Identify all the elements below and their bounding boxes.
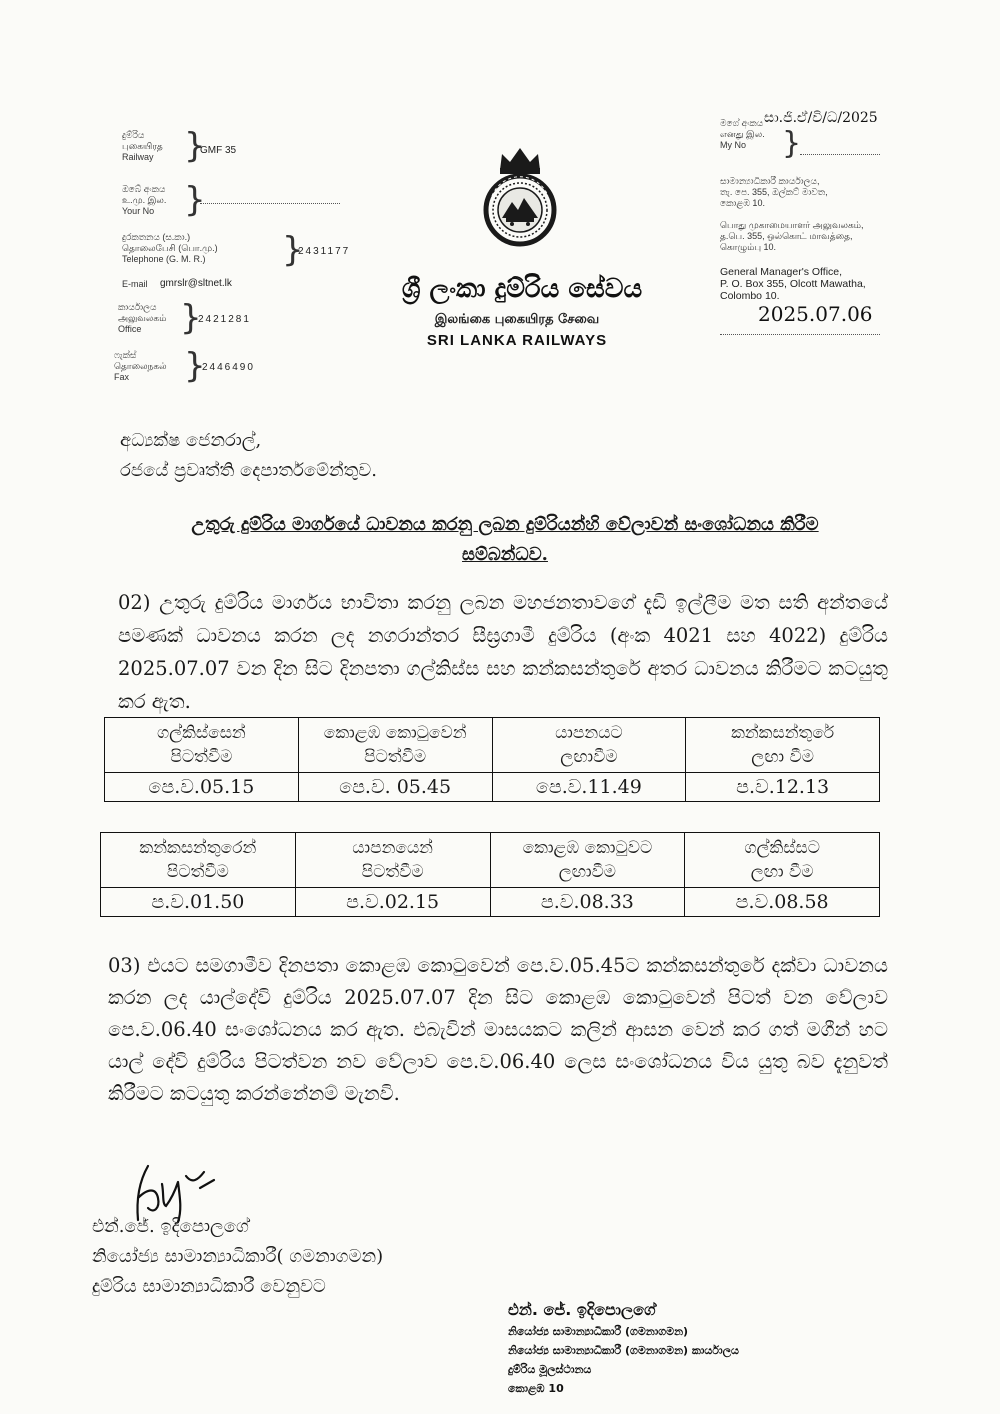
- table-cell: ප.ව.08.58: [685, 888, 880, 917]
- recipient-title: අධ්‍යක්ෂ ජෙනරාල්,: [120, 430, 262, 451]
- subject-heading: උතුරු දුම්රිය මාර්ගයේ ධාවනය කරනු ලබන දුම්රියන්හි වේලාවන් සංශෝධනය කිරීම සම්බන්ධව.: [191, 514, 819, 565]
- org-name-sinhala: ශ්‍රී ලංකා දුම්රිය සේවය: [401, 274, 643, 304]
- table-header-row: [101, 833, 880, 888]
- brace-icon: }: [180, 298, 202, 338]
- stamp-city: කොළඹ 10: [508, 1382, 564, 1395]
- field-office-value: 2421281: [198, 314, 251, 325]
- stamp-title: නියෝජ්‍ය සාමාන්‍යාධිකාරී (ගමනාගමන): [508, 1325, 689, 1338]
- table-cell: පෙ.ව.05.15: [105, 773, 299, 802]
- address-tamil: பொது முகாமையாளர் அலுவலகம், த.பெ. 355, ஒல்கொட் மாவத்தை, கொழும்பு 10.: [720, 220, 864, 252]
- schedule-table-northbound: [100, 832, 880, 917]
- table-header-cell: යාපනයට ලඟාවීම: [492, 718, 686, 773]
- table-cell: පෙ.ව.11.49: [492, 773, 686, 802]
- paragraph-02: 02) උතුරු දුම්රිය මාර්ගය භාවිතා කරනු ලබන මහජනතාවගේ දැඩි ඉල්ලීම මත සති අන්තයේ පමණක් ධාවනය කරන ලද නගරාන්තර සීඝ්‍රගාමී දුම්රිය (අංක 4021 සහ 4022) දුම්රිය 2025.07.07 වන දින සිට දිනපතා ගල්කිස්ස සහ කන්කසන්තුරේ අතර ධාවනය කිරීමට කටයුතු කර ඇත.: [118, 591, 888, 713]
- field-fax-value: 2446490: [202, 362, 255, 373]
- my-no-value: සා.ජි.ඒ/වි/ධ/2025: [764, 110, 878, 126]
- brace-icon: }: [184, 126, 206, 166]
- table-cell: ප.ව.08.33: [490, 888, 685, 917]
- field-telephone-value: 2431177: [298, 246, 351, 257]
- table-header-cell: යාපනයෙන් පිටත්වීම: [295, 833, 490, 888]
- stamp-office: නියෝජ්‍ය සාමාන්‍යාධිකාරී (ගමනාගමන) කාර්යාලය: [508, 1344, 739, 1357]
- brace-icon: }: [282, 230, 304, 270]
- field-yourno-labels: ඔබේ අංකය உ.மு. இல. Your No: [122, 184, 167, 216]
- field-email-value: gmrslr@sltnet.lk: [160, 278, 232, 289]
- dotted-line: [200, 203, 340, 204]
- field-email-label: E-mail: [122, 279, 148, 289]
- signatory-title: නියෝජ්‍ය සාමාන්‍යාධිකාරී( ගමනාගමන): [92, 1246, 384, 1267]
- table-cell: ප.ව.01.50: [101, 888, 296, 917]
- field-railway-labels: දුම්රිය புகையிரத Railway: [122, 130, 163, 162]
- org-name-tamil: இலங்கை புகையிரத சேவை: [434, 312, 600, 327]
- table-cell: ප.ව.02.15: [295, 888, 490, 917]
- table-cell: පෙ.ව. 05.45: [298, 773, 492, 802]
- brace-icon: }: [184, 180, 206, 220]
- field-office-labels: කාර්යාලය அலுவலகம் Office: [118, 302, 167, 334]
- table-header-cell: කොළඹ කොටුවට ලඟාවීම: [490, 833, 685, 888]
- table-cell: ප.ව.12.13: [686, 773, 880, 802]
- field-railway-value: GMF 35: [200, 145, 237, 156]
- field-telephone-labels: දුරකතනය (ස.කා.) தொலைபேசி (பொ.மு.) Telephone (G. M. R.): [122, 232, 218, 264]
- brace-icon: }: [782, 126, 802, 161]
- railway-emblem-logo: [472, 140, 568, 248]
- address-english: General Manager's Office, P. O. Box 355, Olcott Mawatha, Colombo 10.: [720, 266, 866, 302]
- official-stamp: [508, 1298, 739, 1398]
- table-header-cell: කන්කසන්තුරෙන් පිටත්වීම: [101, 833, 296, 888]
- recipient-department: රජයේ ප්‍රවෘත්ති දෙපාර්තමේන්තුව.: [120, 460, 377, 481]
- table-header-row: [105, 718, 880, 773]
- letter-date: 2025.07.06: [758, 302, 873, 326]
- table-header-cell: ගල්කිස්සෙන් පිටත්වීම: [105, 718, 299, 773]
- address-sinhala: සාමාන්‍යාධිකාරී කාර්යාලය, තැ. පෙ. 355, ඔල්කට් මාවත, කොළඹ 10.: [720, 176, 828, 208]
- table-header-cell: කොළඹ කොටුවෙන් පිටත්වීම: [298, 718, 492, 773]
- table-row: [105, 773, 880, 802]
- paragraph-03: 03) එයට සමගාමීව දිනපතා කොළඹ කොටුවෙන් පෙ.ව.05.45ට කන්කසන්තුරේ දක්වා ධාවනය කරන ලද යාල්දේවි දුම්රිය 2025.07.07 දින සිට කොළඹ කොටුවෙන් පිටත් වන වේලාව පෙ.ව.06.40 සංශෝධනය කර ඇත. එබැවින් මාසයකට කලින් ආසන වෙන් කර ගත් මගීන් හට යාල් දේවි දුම්රිය පිටත්වන නව වේලාව පෙ.ව.06.40 ලෙස සංශෝධනය විය යුතු බව දැනුවත් කිරීමට කටයුතු කරන්නේනම් මැනවි.: [108, 954, 888, 1105]
- schedule-table-southbound: [104, 717, 880, 802]
- brace-icon: }: [184, 346, 206, 386]
- signatory-on-behalf: දුම්රිය සාමාන්‍යාධිකාරී වෙනුවට: [92, 1276, 326, 1297]
- stamp-name: එන්. ජේ. ඉදිපොලගේ: [508, 1300, 656, 1319]
- table-header-cell: කන්කසන්තුරේ ලඟා වීම: [686, 718, 880, 773]
- dotted-line: [720, 334, 880, 335]
- my-no-labels: මගේ අංකය எனது இல. My No: [720, 118, 765, 150]
- table-header-cell: ගල්කිස්සට ලඟා වීම: [685, 833, 880, 888]
- dotted-line: [800, 154, 880, 155]
- stamp-headquarters: දුම්රිය මූලස්ථානය: [508, 1363, 592, 1376]
- org-name-english: SRI LANKA RAILWAYS: [426, 332, 608, 349]
- field-fax-labels: ෆැක්ස් தொலைநகல் Fax: [114, 350, 167, 382]
- table-row: [101, 888, 880, 917]
- signature-block: [92, 1212, 383, 1302]
- recipient-block: [120, 426, 377, 486]
- signatory-name: එන්.ජේ. ඉදිපොලගේ: [92, 1216, 249, 1237]
